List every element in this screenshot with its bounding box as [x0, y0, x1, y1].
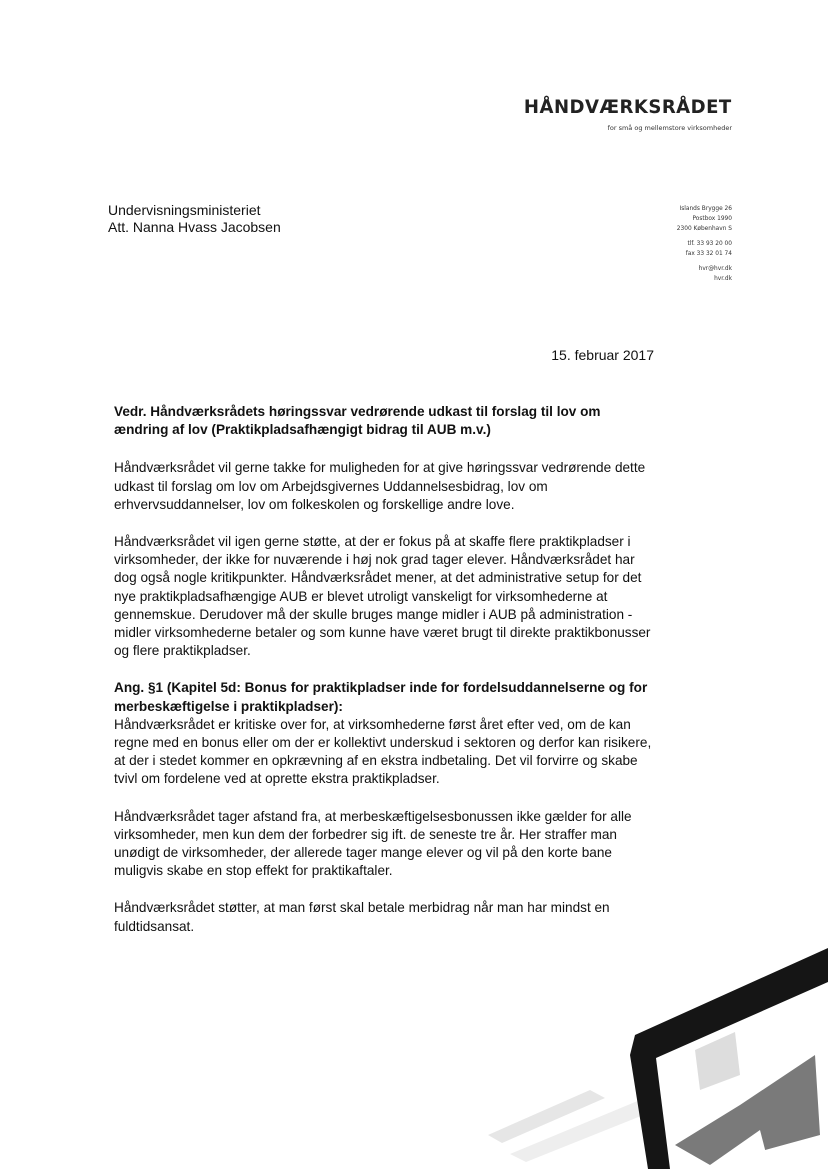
decorative-corner-graphic	[470, 940, 828, 1169]
recipient-block	[108, 202, 281, 236]
recipient-attention: Att. Nanna Hvass Jacobsen	[108, 219, 281, 235]
recipient-name: Undervisningsministeriet	[108, 202, 261, 218]
letter-date: 15. februar 2017	[551, 347, 654, 363]
section-heading: Ang. §1 (Kapitel 5d: Bonus for praktikpladser inde for fordelsuddannelserne og for merbeskæftigelse i praktikpladser):	[114, 680, 648, 714]
contact-block	[677, 203, 732, 283]
contact-address-postbox: Postbox 1990	[692, 214, 732, 222]
paragraph-merbidrag: Håndværksrådet støtter, at man først skal betale merbidrag når man har mindst en fuldtidsansat.	[114, 900, 610, 934]
contact-web: hvr.dk	[714, 274, 732, 282]
contact-email: hvr@hvr.dk	[698, 264, 732, 272]
paragraph-intro: Håndværksrådet vil gerne takke for muligheden for at give høringssvar vedrørende dette udkast til forslag om lov om Arbejdsgivernes Uddannelsesbidrag, lov om erhvervsuddannelser, lov om folkeskolen og forskellige andre love.	[114, 460, 646, 512]
contact-address-city: 2300 København S	[676, 224, 732, 232]
grey-stripe-2	[510, 1100, 656, 1162]
logo-tagline: for små og mellemstore virksomheder	[607, 124, 732, 132]
contact-address-street: Islands Brygge 26	[679, 204, 732, 212]
contact-phone: tlf. 33 93 20 00	[687, 239, 732, 247]
contact-fax: fax 33 32 01 74	[685, 249, 732, 257]
grey-stripe-3	[695, 1032, 740, 1090]
letter-subject: Vedr. Håndværksrådets høringssvar vedrørende udkast til forslag til lov om ændring af lov (Praktikpladsafhængigt bidrag til AUB m.v.)	[114, 404, 601, 438]
paragraph-merbeskaeftigelse: Håndværksrådet tager afstand fra, at merbeskæftigelsesbonussen ikke gælder for alle virksomheder, men kun dem der forbedrer sig ift. de seneste tre år. Her straffer man unødigt de virksomheder, der allerede tager mange elever og vil på den korte bane muligvis skabe en stop effekt for praktikaftaler.	[114, 808, 632, 879]
section-body: Håndværksrådet er kritiske over for, at virksomhederne først året efter ved, om de kan regne med en bonus eller om der er kollektivt underskud i sektoren og derfor kan risikere, at der i stedet kommer en opkrævning af en ekstra indbetaling. Det vil forvirre og skabe tvivl om fordelene ved at oprette ekstra praktikpladser.	[114, 716, 652, 787]
paragraph-support: Håndværksrådet vil igen gerne støtte, at der er fokus på at skaffe flere praktikpladser i virksomheder, der ikke for nuværende i høj nok grad tager elever. Håndværksrådet har dog også nogle kritikpunkter. Håndværksrådet mener, at det administrative setup for det nye praktikpladsafhængige AUB er blevet utroligt vanskeligt for virksomhederne at gennemskue. Derudover må der skulle bruges mange midler i AUB på administration - midler virksomhederne betaler og som kunne have været brugt til direkte praktikbonusser og flere praktikpladser.	[114, 534, 651, 659]
letter-body	[114, 403, 654, 955]
logo-title: HÅNDVÆRKSRÅDET	[524, 96, 732, 118]
